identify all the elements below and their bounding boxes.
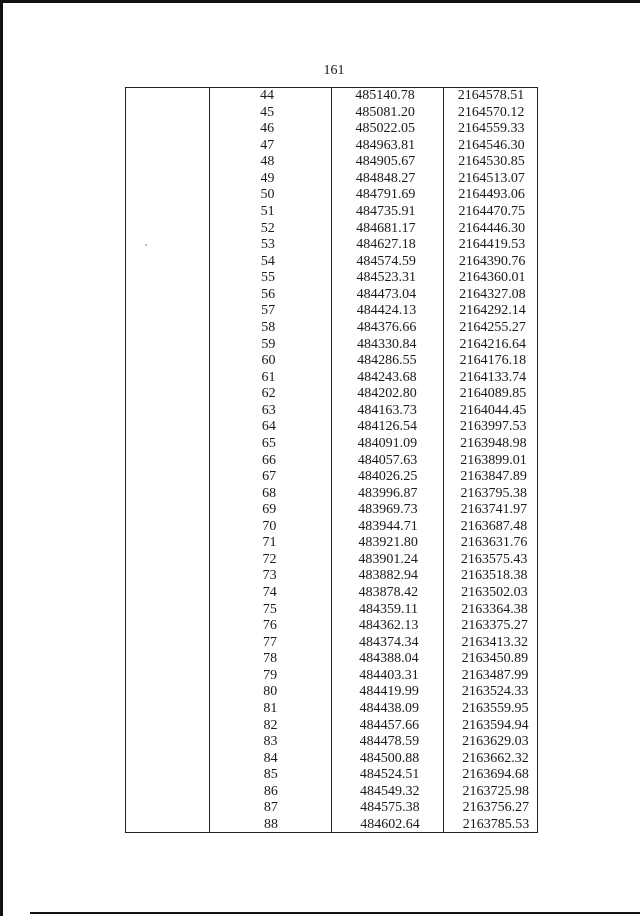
table-row <box>0 486 640 502</box>
point-number-cell: 60 <box>261 353 276 369</box>
x-coordinate-cell: 484374.34 <box>359 634 419 650</box>
y-coordinate-cell: 2164216.64 <box>459 336 526 352</box>
x-coordinate-cell: 484848.27 <box>355 170 416 186</box>
point-number-cell: 75 <box>262 601 277 617</box>
y-coordinate-cell: 2163756.27 <box>462 800 530 816</box>
point-number-cell: 62 <box>261 386 276 402</box>
point-number-cell: 78 <box>263 651 278 667</box>
y-coordinate-cell: 2164446.30 <box>458 220 526 236</box>
point-number-cell: 83 <box>263 734 278 750</box>
table-row <box>0 121 640 137</box>
y-coordinate-cell: 2163687.48 <box>460 518 528 534</box>
point-number-cell: 80 <box>263 684 278 700</box>
point-number-cell: 56 <box>261 286 276 302</box>
y-coordinate-cell: 2164470.75 <box>458 203 526 219</box>
x-coordinate-cell: 484500.88 <box>359 750 420 766</box>
table-row <box>0 734 640 750</box>
x-coordinate-cell: 484057.63 <box>357 452 418 468</box>
y-coordinate-cell: 2164559.33 <box>457 121 525 137</box>
x-coordinate-cell: 484091.09 <box>357 435 418 451</box>
x-coordinate-cell: 484403.31 <box>359 667 419 683</box>
x-coordinate-cell: 484574.59 <box>356 253 416 269</box>
x-coordinate-cell: 484286.55 <box>357 353 417 369</box>
point-number-cell: 50 <box>260 187 275 203</box>
table-row <box>0 320 640 336</box>
x-coordinate-cell: 484905.67 <box>355 154 416 170</box>
table-row <box>0 718 640 734</box>
x-coordinate-cell: 483878.42 <box>358 585 419 601</box>
point-number-cell: 65 <box>261 435 276 451</box>
y-coordinate-cell: 2164578.51 <box>457 88 525 103</box>
point-number-cell: 55 <box>261 270 275 286</box>
table-row <box>0 800 640 816</box>
table-row <box>0 618 640 634</box>
y-coordinate-cell: 2163487.99 <box>461 667 529 683</box>
table-row <box>0 585 640 601</box>
x-coordinate-cell: 483944.71 <box>358 518 418 534</box>
x-coordinate-cell: 484419.99 <box>359 684 419 700</box>
y-coordinate-cell: 2163413.32 <box>461 634 528 650</box>
x-coordinate-cell: 483969.73 <box>358 502 418 518</box>
y-coordinate-cell: 2163629.03 <box>462 734 529 750</box>
table-row <box>0 353 640 369</box>
table-row <box>0 535 640 551</box>
point-number-cell: 88 <box>264 817 278 832</box>
point-number-cell: 81 <box>263 701 278 717</box>
table-row <box>0 88 640 104</box>
y-coordinate-cell: 2163795.38 <box>460 485 527 501</box>
x-coordinate-cell: 484575.38 <box>360 800 420 816</box>
point-number-cell: 84 <box>263 750 278 766</box>
y-coordinate-cell: 2163450.89 <box>461 651 529 667</box>
y-coordinate-cell: 2164419.53 <box>458 237 526 253</box>
point-number-cell: 54 <box>260 253 275 269</box>
table-row <box>0 502 640 518</box>
x-coordinate-cell: 483901.24 <box>358 551 418 567</box>
x-coordinate-cell: 484963.81 <box>355 137 416 153</box>
x-coordinate-cell: 484202.80 <box>357 386 417 402</box>
x-coordinate-cell: 484243.68 <box>357 369 417 385</box>
table-row <box>0 221 640 237</box>
table-row <box>0 171 640 187</box>
page-number: 161 <box>323 63 345 78</box>
table-row <box>0 204 640 220</box>
x-coordinate-cell: 484388.04 <box>359 651 419 667</box>
point-number-cell: 51 <box>260 203 275 219</box>
table-row <box>0 767 640 783</box>
point-number-cell: 86 <box>263 783 278 799</box>
table-row <box>0 552 640 568</box>
y-coordinate-cell: 2164570.12 <box>457 104 525 120</box>
point-number-cell: 69 <box>262 502 277 518</box>
y-coordinate-cell: 2164176.18 <box>459 353 527 369</box>
table-row <box>0 337 640 353</box>
x-coordinate-cell: 484478.59 <box>359 734 420 750</box>
point-number-cell: 79 <box>263 667 278 683</box>
y-coordinate-cell: 2163559.95 <box>461 701 529 717</box>
point-number-cell: 48 <box>260 154 275 170</box>
y-coordinate-cell: 2164546.30 <box>458 137 525 153</box>
point-number-cell: 47 <box>260 137 275 153</box>
table-row <box>0 635 640 651</box>
point-number-cell: 59 <box>261 336 276 352</box>
point-number-cell: 45 <box>260 104 275 120</box>
x-coordinate-cell: 484549.32 <box>360 783 420 799</box>
x-coordinate-cell: 483882.94 <box>358 568 419 584</box>
point-number-cell: 66 <box>262 452 276 468</box>
x-coordinate-cell: 484791.69 <box>355 187 416 203</box>
y-coordinate-cell: 2164327.08 <box>459 286 526 302</box>
table-row <box>0 254 640 270</box>
point-number-cell: 76 <box>262 618 277 634</box>
y-coordinate-cell: 2163725.98 <box>462 783 530 799</box>
y-coordinate-cell: 2163899.01 <box>460 452 527 468</box>
point-number-cell: 53 <box>260 237 275 253</box>
point-number-cell: 63 <box>261 402 276 418</box>
table-row <box>0 403 640 419</box>
x-coordinate-cell: 484163.73 <box>357 402 417 418</box>
table-row <box>0 419 640 435</box>
y-coordinate-cell: 2164292.14 <box>459 303 526 319</box>
y-coordinate-cell: 2163694.68 <box>462 767 529 783</box>
y-coordinate-cell: 2163631.76 <box>460 535 528 551</box>
y-coordinate-cell: 2164133.74 <box>459 369 527 385</box>
table-row <box>0 436 640 452</box>
y-coordinate-cell: 2164493.06 <box>458 187 525 203</box>
table-row <box>0 386 640 402</box>
y-coordinate-cell: 2163948.98 <box>460 435 527 451</box>
table-row <box>0 668 640 684</box>
y-coordinate-cell: 2164089.85 <box>459 386 527 402</box>
table-row <box>0 684 640 700</box>
x-coordinate-cell: 484457.66 <box>359 717 420 733</box>
point-number-cell: 74 <box>262 585 277 601</box>
point-number-cell: 61 <box>261 369 276 385</box>
point-number-cell: 73 <box>262 568 277 584</box>
y-coordinate-cell: 2164530.85 <box>458 154 525 170</box>
x-coordinate-cell: 484602.64 <box>360 817 420 832</box>
y-coordinate-cell: 2164255.27 <box>459 319 526 335</box>
y-coordinate-cell: 2164513.07 <box>458 170 525 186</box>
y-coordinate-cell: 2164360.01 <box>459 270 526 286</box>
x-coordinate-cell: 484330.84 <box>356 336 417 352</box>
point-number-cell: 72 <box>262 551 277 567</box>
x-coordinate-cell: 484026.25 <box>357 469 418 485</box>
point-number-cell: 68 <box>262 485 277 501</box>
table-row <box>0 303 640 319</box>
point-number-cell: 58 <box>261 319 276 335</box>
x-coordinate-cell: 484126.54 <box>357 419 418 435</box>
x-coordinate-cell: 484424.13 <box>356 303 417 319</box>
table-row <box>0 270 640 286</box>
y-coordinate-cell: 2163594.94 <box>462 717 529 733</box>
table-row <box>0 651 640 667</box>
y-coordinate-cell: 2163785.53 <box>462 817 530 832</box>
table-row <box>0 370 640 386</box>
table-row <box>0 568 640 584</box>
y-coordinate-cell: 2164390.76 <box>458 253 526 269</box>
table-row <box>0 287 640 303</box>
point-number-cell: 52 <box>260 220 275 236</box>
y-coordinate-cell: 2163575.43 <box>460 551 528 567</box>
x-coordinate-cell: 484359.11 <box>359 601 418 617</box>
table-row <box>0 237 640 253</box>
table-row <box>0 154 640 170</box>
y-coordinate-cell: 2163375.27 <box>461 618 528 634</box>
table-row <box>0 519 640 535</box>
point-number-cell: 77 <box>263 634 277 650</box>
table-row <box>0 602 640 618</box>
point-number-cell: 46 <box>260 121 275 137</box>
y-coordinate-cell: 2163741.97 <box>460 502 528 518</box>
x-coordinate-cell: 484473.04 <box>356 286 417 302</box>
table-row <box>0 138 640 154</box>
y-coordinate-cell: 2163847.89 <box>460 469 527 485</box>
point-number-cell: 49 <box>260 170 275 186</box>
point-number-cell: 70 <box>262 518 277 534</box>
x-coordinate-cell: 484362.13 <box>358 618 419 634</box>
point-number-cell: 67 <box>262 469 277 485</box>
y-coordinate-cell: 2163364.38 <box>461 601 528 617</box>
y-coordinate-cell: 2164044.45 <box>459 402 527 418</box>
table-row <box>0 751 640 767</box>
x-coordinate-cell: 484681.17 <box>356 220 416 236</box>
x-coordinate-cell: 485140.78 <box>355 88 415 103</box>
table-row <box>0 105 640 121</box>
x-coordinate-cell: 484376.66 <box>356 319 417 335</box>
x-coordinate-cell: 483996.87 <box>357 485 418 501</box>
table-row <box>0 187 640 203</box>
x-coordinate-cell: 484735.91 <box>356 203 416 219</box>
y-coordinate-cell: 2163518.38 <box>461 568 528 584</box>
x-coordinate-cell: 483921.80 <box>358 535 418 551</box>
y-coordinate-cell: 2163524.33 <box>461 684 529 700</box>
y-coordinate-cell: 2163997.53 <box>460 419 527 435</box>
x-coordinate-cell: 485022.05 <box>355 121 415 137</box>
table-row <box>0 453 640 469</box>
x-coordinate-cell: 484627.18 <box>356 237 416 253</box>
point-number-cell: 82 <box>263 717 278 733</box>
y-coordinate-cell: 2163502.03 <box>461 585 528 601</box>
x-coordinate-cell: 484438.09 <box>359 701 419 717</box>
point-number-cell: 85 <box>263 767 278 783</box>
point-number-cell: 44 <box>260 88 274 103</box>
x-coordinate-cell: 484523.31 <box>356 270 416 286</box>
point-number-cell: 57 <box>261 303 276 319</box>
x-coordinate-cell: 484524.51 <box>359 767 420 783</box>
table-row <box>0 701 640 717</box>
point-number-cell: 87 <box>263 800 278 816</box>
y-coordinate-cell: 2163662.32 <box>462 750 529 766</box>
table-row <box>0 817 640 833</box>
point-number-cell: 71 <box>262 535 277 551</box>
point-number-cell: 64 <box>261 419 276 435</box>
table-row <box>0 784 640 800</box>
table-row <box>0 469 640 485</box>
x-coordinate-cell: 485081.20 <box>355 104 415 120</box>
